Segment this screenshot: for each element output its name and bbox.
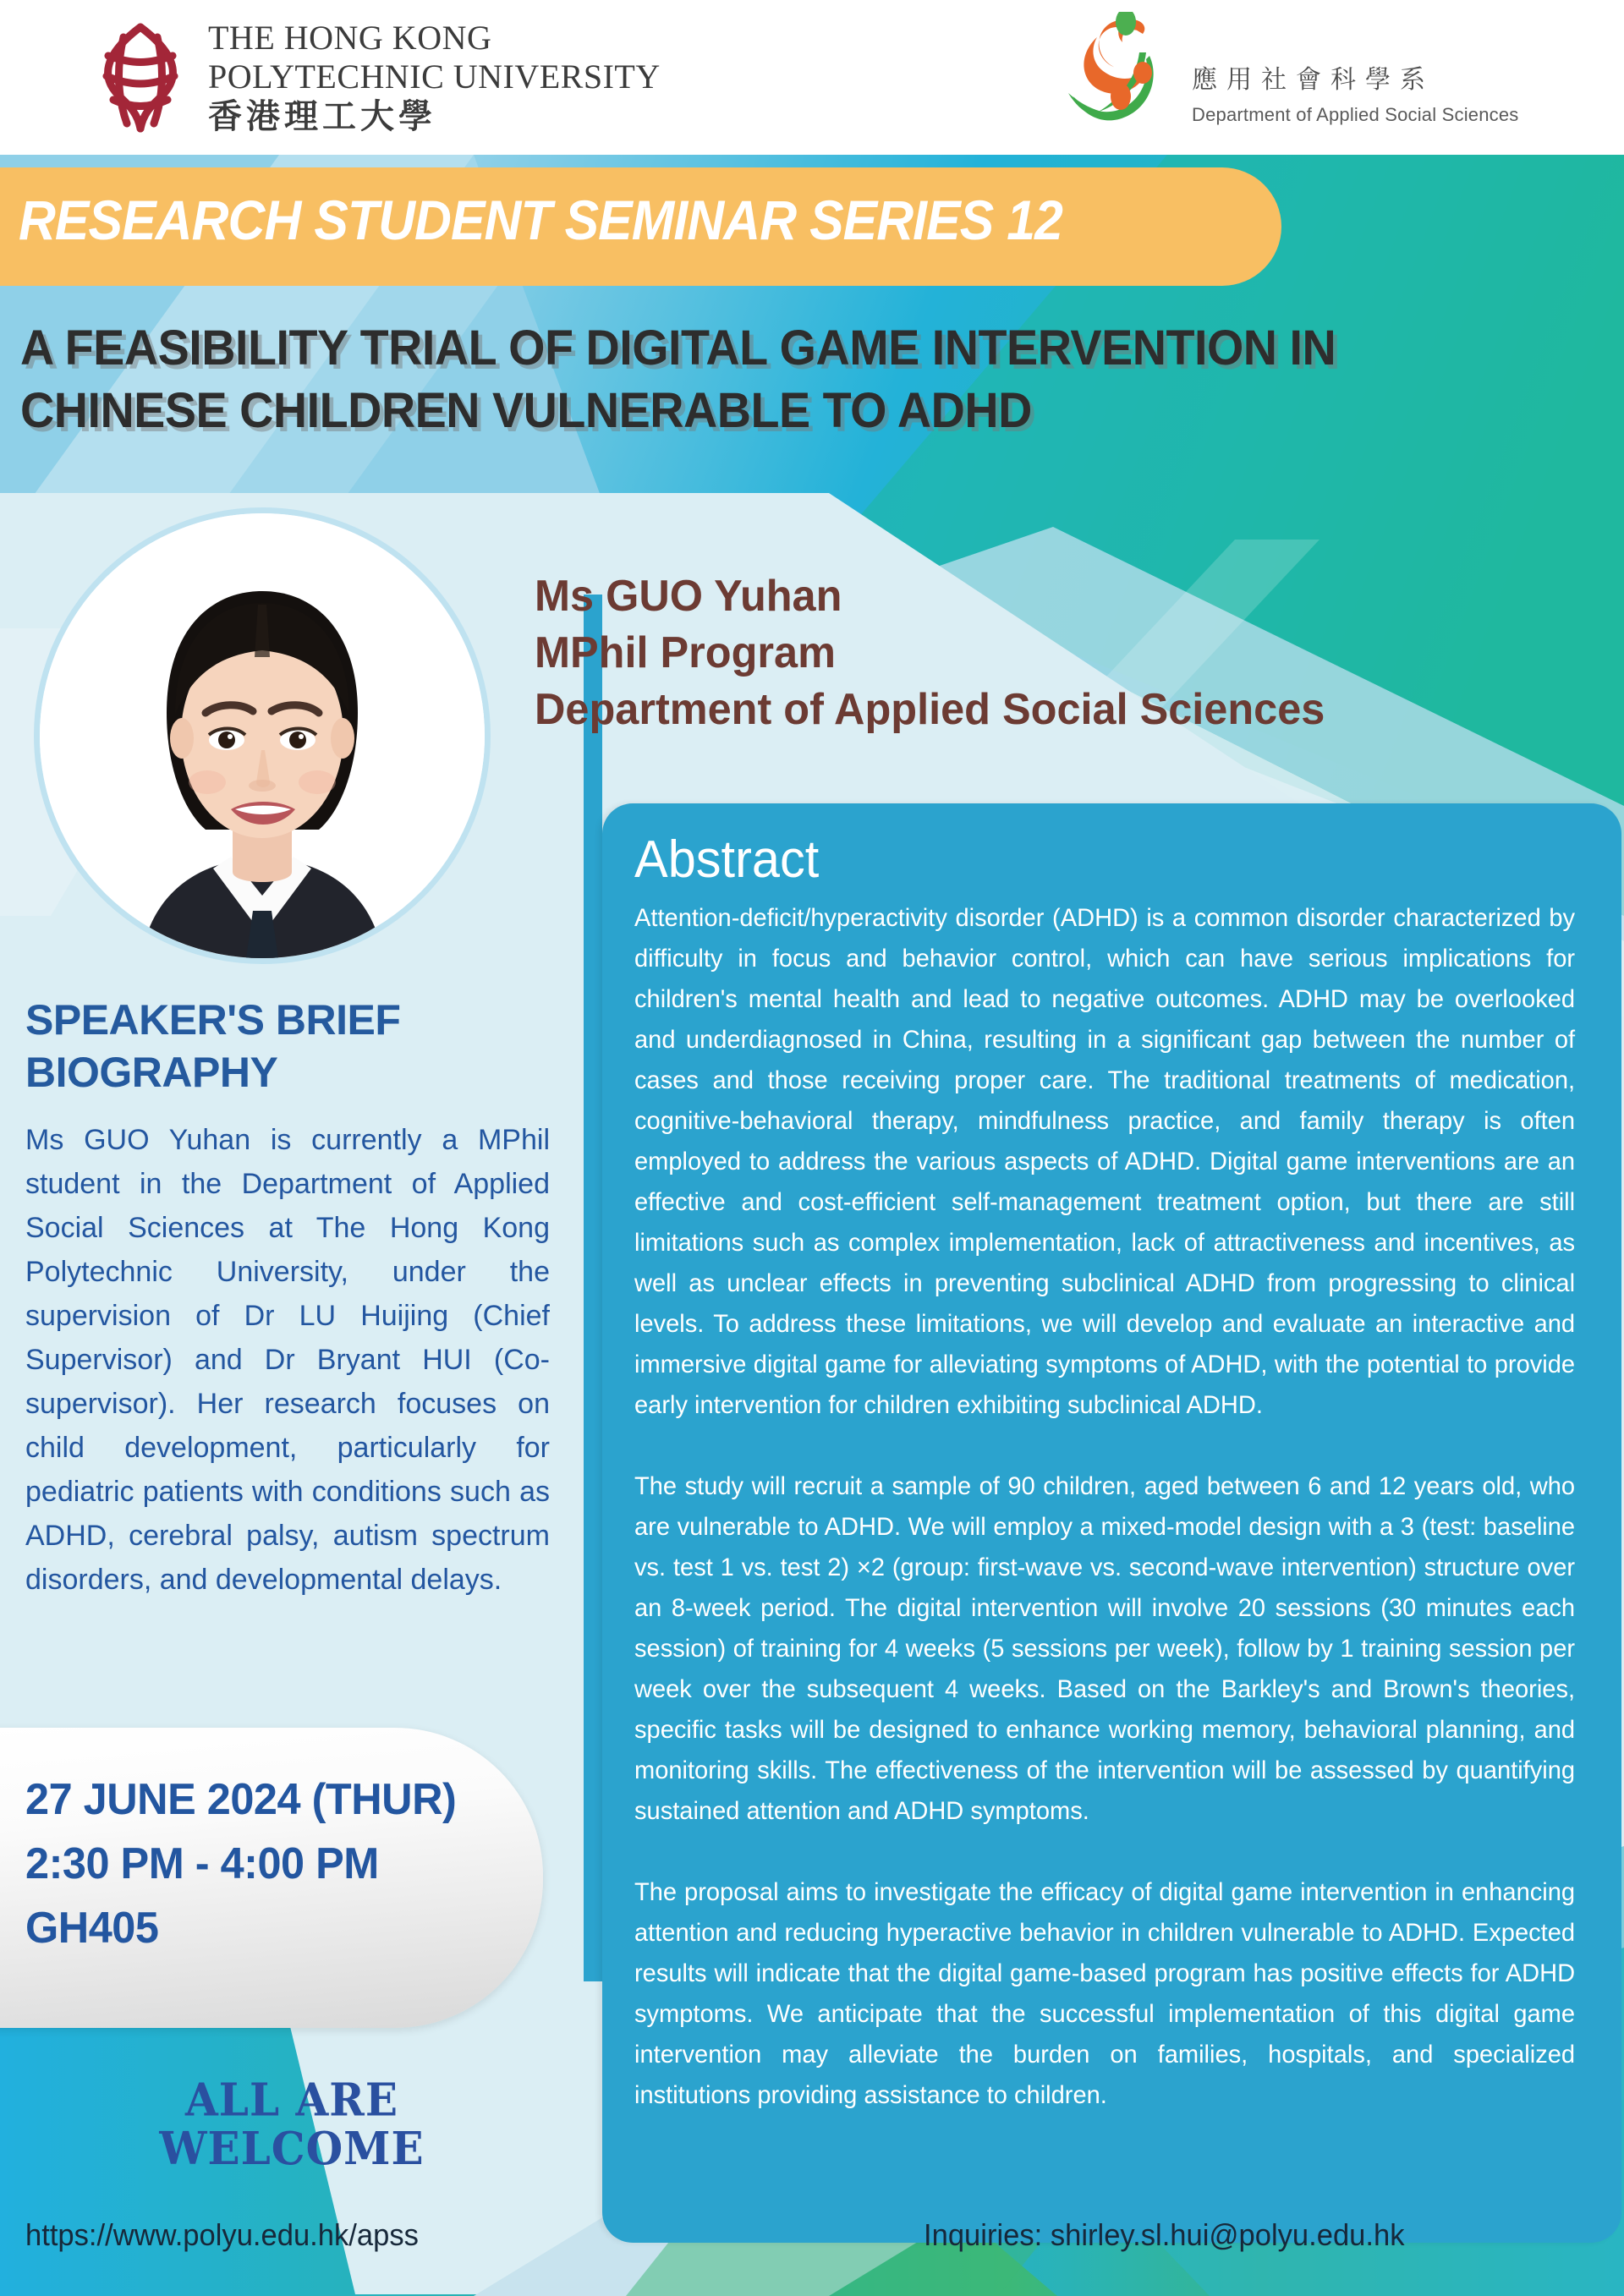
polyu-name-line2: POLYTECHNIC UNIVERSITY	[208, 58, 661, 96]
abstract-text	[634, 898, 1575, 2116]
apss-logo	[1062, 7, 1603, 147]
event-date: 27 JUNE 2024 (THUR)	[25, 1775, 457, 1824]
abstract-paragraph: The proposal aims to investigate the efficacy of digital game intervention in enhancing attention and reducing hyperactive behavior in children vulnerable to ADHD. Expected results will indicate that the digital game-based program has positive effects for ADHD symptoms. We anticipate that the successful implementation of this digital game intervention may alleviate the burden on families, hospitals, and specialized institutions providing assistance to children.	[634, 1878, 1576, 2109]
speaker-department: Department of Applied Social Sciences	[535, 685, 1325, 734]
polyu-knot-icon	[91, 22, 189, 134]
welcome-line-2: WELCOME	[159, 2122, 425, 2175]
apss-swirl-icon	[1062, 12, 1180, 143]
event-details	[25, 1767, 456, 1960]
speaker-name: Ms GUO Yuhan	[535, 572, 842, 621]
speaker-info	[535, 568, 1325, 738]
abstract-heading: Abstract	[634, 830, 820, 889]
abstract-paragraph: Attention-deficit/hyperactivity disorder (ADHD) is a common disorder characterized by difficulty in focus and behavior control, which can have serious implications for children's mental health and lead to negative outcomes. ADHD may be overlooked and underdiagnosed in China, resulting in a significant gap between the number of cases and those receiving proper care. The traditional treatments of medication, cognitive-behavioral therapy, mindfulness practice, and family therapy is often employed to address the various aspects of ADHD. Digital game interventions are an effective and cost-efficient self-management treatment option, but there are still limitations such as complex implementation, lack of attractiveness and incentives, as well as unclear effects in preventing subclinical ADHD from progressing to clinical levels. To address these limitations, we will develop and evaluate an interactive and immersive digital game for alleviating symptoms of ADHD, with the potential to provide early intervention for children exhibiting subclinical ADHD.	[634, 904, 1576, 1419]
speaker-program: MPhil Program	[535, 628, 836, 677]
portrait-illustration	[40, 513, 485, 958]
inquiries-email[interactable]: Inquiries: shirley.sl.hui@polyu.edu.hk	[924, 2217, 1405, 2252]
polyu-name-chinese: 香港理工大學	[208, 97, 436, 136]
biography-heading: SPEAKER'S BRIEF BIOGRAPHY	[25, 996, 401, 1096]
speaker-avatar	[34, 507, 491, 964]
all-are-welcome	[110, 2073, 474, 2175]
series-label: RESEARCH STUDENT SEMINAR SERIES 12	[19, 189, 1062, 251]
event-venue: GH405	[25, 1904, 159, 1953]
abstract-panel	[602, 803, 1621, 2243]
page-title: A FEASIBILITY TRIAL OF DIGITAL GAME INTERVENTION IN CHINESE CHILDREN VULNERABLE TO ADHD	[20, 321, 1336, 438]
polyu-logo	[91, 19, 700, 137]
apss-name-chinese: 應用社會科學系	[1192, 65, 1435, 95]
abstract-paragraph: The study will recruit a sample of 90 children, aged between 6 and 12 years old, who are vulnerable to ADHD. We will employ a mixed-model design with a 3 (test: baseline vs. test 1 vs. test 2) ×2 (group: first-wave vs. second-wave intervention) structure over an 8-week period. The digital intervention will involve 20 sessions (30 minutes each session) of training for 4 weeks (5 sessions per week), follow by 1 training session per week over the subsequent 4 weeks. Based on the Barkley's and Brown's theories, specific tasks will be designed to enhance working memory, behavioral planning, and monitoring skills. The effectiveness of the intervention will be assessed by quantifying sustained attention and ADHD symptoms.	[634, 1472, 1576, 1825]
polyu-name-line1: THE HONG KONG	[208, 19, 492, 57]
event-time: 2:30 PM - 4:00 PM	[25, 1839, 379, 1888]
welcome-line-1: ALL ARE	[185, 2073, 398, 2127]
apss-name-english: Department of Applied Social Sciences	[1192, 104, 1519, 125]
biography-text: Ms GUO Yuhan is currently a MPhil student in the Department of Applied Social Sciences at The Hong Kong Polytechnic University, under the supervision of Dr LU Huijing (Chief Supervisor) and Dr Bryant HUI (Co-supervisor). Her research focuses on child development, particularly for pediatric patients with conditions such as ADHD, cerebral palsy, autism spectrum disorders, and developmental delays.	[25, 1124, 550, 1596]
logo-header-band	[0, 0, 1624, 155]
website-url[interactable]: https://www.polyu.edu.hk/apss	[25, 2217, 419, 2252]
